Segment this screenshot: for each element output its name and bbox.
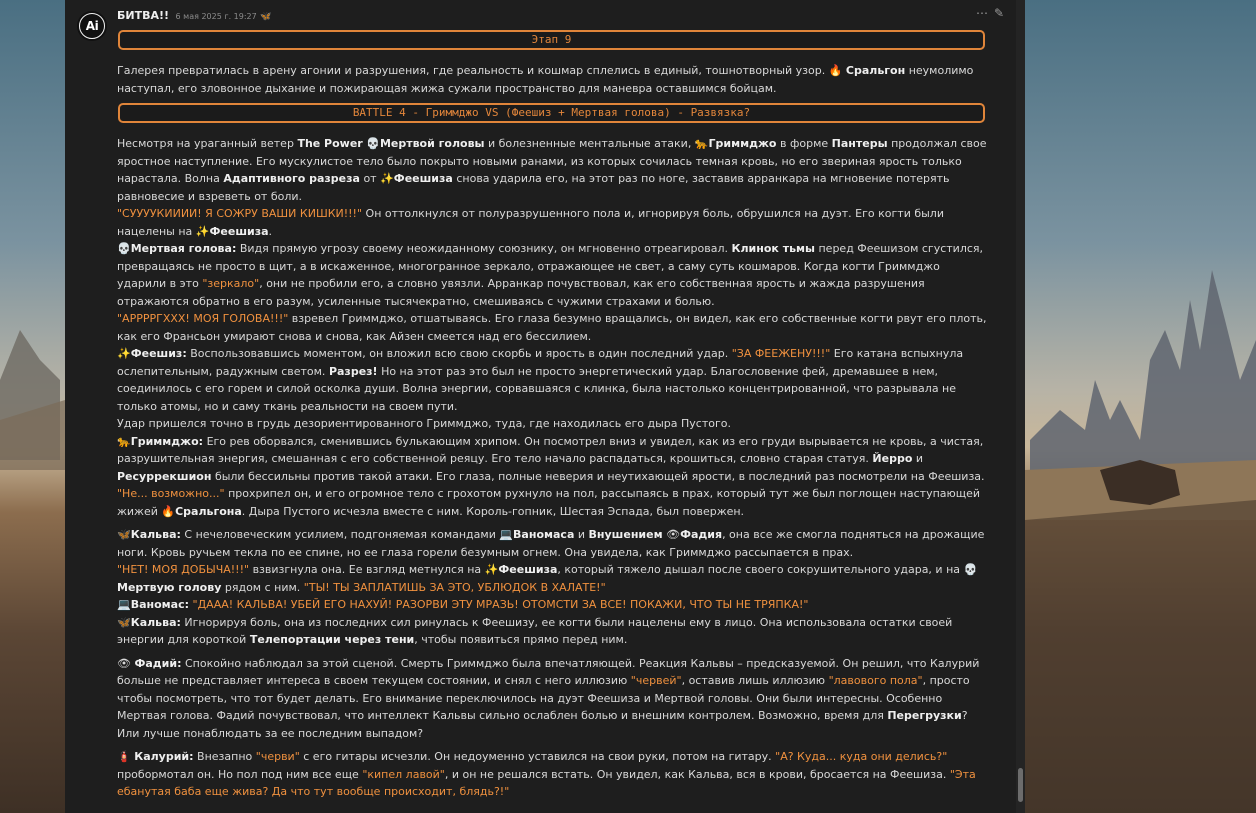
paragraph-grimmjow-fall xyxy=(117,433,987,486)
scrollbar-track[interactable] xyxy=(1016,0,1025,813)
message-body xyxy=(117,135,987,801)
paragraph-grimmjow-advance xyxy=(117,135,987,205)
text-run: рядом с ним. xyxy=(224,580,301,594)
text-run: Но на этот раз это был не просто энергетический удар. Благословение фей, дремавшее в нем, соединилось с его горем и силой осколка души. Волна энергии, сорвавшаяся с клинка, была настолько концентрированной, что разрывала не только атомы, но и саму ткань реальности на своем пути. xyxy=(117,364,957,413)
text-run: , просто чтобы посмотреть, что тот будет делать. Его внимание переключилось на дуэт Феешиза и Мертвой головы. Они были интересны. Особенно Мертвая голова. Фадий почувствовал, что интеллект Кальвы сильно ослаблен болью и внешним контролем. Возможно, время для xyxy=(117,674,970,722)
text-run: , и он не решался встать. Он увидел, как Кальва, вся в крови, бросается на Феешиза. xyxy=(444,767,947,781)
text-run: 🦋 xyxy=(117,615,131,629)
text-run: Феешиза xyxy=(209,224,269,238)
text-run: Его рев оборвался, сменившись булькающим хрипом. Он посмотрел вниз и увидел, как из его груди вырывается не кровь, а чистая, разрушительная энергия, смешанная с его собственной реяцу. Его тело начало распадаться, крошиться, словно старая статуя. xyxy=(117,434,984,465)
text-run: 👁 xyxy=(117,656,131,670)
text-run: Удар пришелся точно в грудь дезориентированного Гриммджо, туда, где находилась его дыра Пустого. xyxy=(117,417,731,430)
text-run: Внушением xyxy=(588,528,663,541)
text-run: Ресуррекшион xyxy=(117,469,212,483)
text-run: "НЕТ! МОЯ ДОБЫЧА!!!" xyxy=(117,563,250,576)
text-run: . Дыра Пустого исчезла вместе с ним. Король-гопник, Шестая Эспада, был повержен. xyxy=(241,504,745,518)
text-run: 💀 xyxy=(117,242,131,255)
text-run: "кипел лавой" xyxy=(362,767,445,781)
text-run: Сральгон xyxy=(845,64,906,77)
text-run: Гриммджо xyxy=(708,137,777,150)
text-run: Его катана вспыхнула ослепительным, радужным светом. xyxy=(117,347,964,378)
text-run: Он оттолкнулся от полуразрушенного пола и, игнорируя боль, обрушился на дуэт. Его когти были нацелены на ✨ xyxy=(117,207,944,238)
text-run: "Не... возможно..." xyxy=(117,487,225,500)
text-run: Фадия xyxy=(680,528,723,541)
text-run: Мертвая голова: xyxy=(130,242,237,255)
text-run: , они не пробили его, а словно увязли. Арранкар почувствовал, как его собственная ярость и жажда разрушения отражаются обратно в его разум, усиленные тысячекратно, смешиваясь с чужими страхами и болью. xyxy=(117,277,925,308)
author-name[interactable]: БИТВА!! xyxy=(117,9,170,22)
paragraph-grimmjow-death xyxy=(117,485,987,520)
text-run: в форме xyxy=(780,137,829,150)
text-run: Феешиз: xyxy=(130,347,187,360)
pencil-icon[interactable]: ✎ xyxy=(994,6,1005,20)
text-run: Ваномаса xyxy=(513,528,575,541)
message-timestamp: 6 мая 2025 г. 19:27 xyxy=(175,12,257,21)
text-run: "Эта ебанутая баба еще жива? Да что тут вообще происходит, блядь?!" xyxy=(117,767,976,798)
text-run: , оставив лишь иллюзию xyxy=(681,674,826,687)
ellipsis-icon[interactable]: ⋯ xyxy=(976,6,988,20)
text-run: Йерро xyxy=(872,452,913,465)
text-run: перед Феешизом сгустился, превращаясь не просто в щит, а в искаженное, многогранное зеркало, отражающее не свет, а саму суть кошмаров. Когда когти Гриммджо ударили в это xyxy=(117,242,984,290)
paragraph-grimmjow-roar xyxy=(117,310,987,345)
text-run: ? Или лучше понаблюдать за ее последним выпадом? xyxy=(117,709,968,740)
paragraph-kalva-shout xyxy=(117,561,987,596)
paragraph-kaluriy xyxy=(117,748,987,801)
text-run: "СУУУУКИИИИ! Я СОЖРУ ВАШИ КИШКИ!!!" xyxy=(117,207,363,220)
text-run: и болезненные ментальные атаки, 🐆 xyxy=(487,137,709,150)
text-run: 👁 xyxy=(666,528,681,541)
text-run: Адаптивного разреза xyxy=(223,172,360,185)
paragraph-kalva-rise xyxy=(117,526,987,561)
text-run: Внезапно xyxy=(197,750,253,763)
text-run: Кальва: xyxy=(130,615,181,629)
text-run: взревел Гриммджо, отшатываясь. Его глаза безумно вращались, он видел, как его собственные когти рвут его плоть, как его Франсьон умирают снова и снова, как Айзен смеется над его бессилием. xyxy=(117,312,987,343)
text-run: снова ударила его, на этот раз по ноге, заставив арранкара на мгновение потерять равновесие и взреветь от боли. xyxy=(117,172,950,203)
text-run: Игнорируя боль, она из последних сил ринулась к Феешизу, ее когти были нацелены ему в лицо. Она использовала остатки своей энергии для короткой xyxy=(117,615,953,646)
text-run: и xyxy=(915,452,924,465)
text-run: Разрез! xyxy=(328,364,378,378)
text-run: Видя прямую угрозу своему неожиданному союзнику, он мгновенно отреагировал. xyxy=(239,242,728,255)
text-run: С нечеловеческим усилием, подгоняемая командами 💻 xyxy=(184,528,514,541)
text-run: Ваномас: xyxy=(130,598,190,611)
text-run: взвизгнула она. Ее взгляд метнулся на ✨ xyxy=(252,563,499,576)
text-run: были бессильны против такой атаки. Его глаза, полные неверия и неутихающей ярости, в последний раз посмотрели на Феешиза. xyxy=(214,469,985,483)
text-run: "А? Куда... куда они делись?" xyxy=(775,750,948,763)
paragraph-feeshiz xyxy=(117,345,987,415)
paragraph-grimmjow-shout xyxy=(117,205,987,240)
paragraph-kalva-attack xyxy=(117,614,987,649)
text-run: "ДААА! КАЛЬВА! УБЕЙ ЕГО НАХУЙ! РАЗОРВИ ЭТУ МРАЗЬ! ОТОМСТИ ЗА ВСЕ! ПОКАЖИ, ЧТО ТЫ НЕ ТРЯПКА!" xyxy=(192,598,809,611)
text-run: неумолимо наступал, его зловонное дыхание и пожирающая жижа сужали пространство для маневра оставшимся бойцам. xyxy=(117,64,974,95)
text-run: 💻 xyxy=(117,598,131,611)
message-actions xyxy=(976,6,1010,20)
text-run: и xyxy=(577,528,586,541)
text-run: "АРРРРГХХХ! МОЯ ГОЛОВА!!!" xyxy=(117,312,289,325)
text-run: Несмотря на ураганный ветер xyxy=(117,137,294,150)
text-run: "ТЫ! ТЫ ЗАПЛАТИШЬ ЗА ЭТО, УБЛЮДОК В ХАЛАТЕ!" xyxy=(303,580,606,594)
text-run: , который тяжело дышал после своего сокрушительного удара, и на 💀 xyxy=(557,563,978,576)
text-run: ✨ xyxy=(117,347,131,360)
text-run: Пантеры xyxy=(831,137,888,150)
text-run: Клинок тьмы xyxy=(731,242,815,255)
text-run: "ЗА ФЕЕЖЕНУ!!!" xyxy=(731,347,831,360)
text-run: Феешиза xyxy=(498,563,558,576)
text-run: Калурий: xyxy=(134,750,194,763)
text-run: , чтобы появиться прямо перед ним. xyxy=(414,633,628,646)
avatar[interactable] xyxy=(77,11,107,41)
text-run: The Power xyxy=(297,137,363,150)
text-run: Мертвую голову xyxy=(117,580,222,594)
text-run: Сральгона xyxy=(175,504,242,518)
paragraph-dead-head xyxy=(117,240,987,310)
text-run: 🦋 xyxy=(117,528,131,541)
text-run: Гриммджо: xyxy=(130,434,204,448)
paragraph-fadiy xyxy=(117,655,987,743)
scrollbar-thumb[interactable] xyxy=(1018,768,1023,802)
message-header xyxy=(117,9,271,22)
text-run: 🧯 xyxy=(117,750,131,763)
text-run: Воспользовавшись моментом, он вложил всю свою скорбь и ярость в один последний удар. xyxy=(190,347,729,360)
text-run: , она все же смогла подняться на дрожащие ноги. Кровь ручьем текла по ее спине, но ее глаза горели безумным огнем. Она увидела, как Гриммджо рассыпается в прах. xyxy=(117,528,985,559)
paragraph-intro xyxy=(117,62,987,97)
text-run: пробормотал он. Но пол под ним все еще xyxy=(117,767,359,781)
text-run: "зеркало" xyxy=(202,277,260,290)
text-run: 🐆 xyxy=(117,434,131,448)
text-run: с его гитары исчезли. Он недоуменно уставился на свои руки, потом на гитару. xyxy=(303,750,772,763)
text-run: 💀 xyxy=(366,137,380,150)
text-run: Галерея превратилась в арену агонии и разрушения, где реальность и кошмар сплелись в единый, тошнотворный узор. 🔥 xyxy=(117,64,843,77)
text-run: Спокойно наблюдал за этой сценой. Смерть Гриммджо была впечатляющей. Реакция Кальвы – предсказуемой. Он решил, что Калурий больше не представляет интереса в своем текущем состоянии, и снял с него иллюзию xyxy=(117,656,980,687)
stage-banner: Этап 9 xyxy=(118,30,985,50)
avatar-text: Ai xyxy=(80,14,104,38)
text-run: прохрипел он, и его огромное тело с грохотом рухнуло на пол, рассыпаясь в прах, который тут же был поглощен наступающей жижей 🔥 xyxy=(117,487,981,518)
text-run: Мертвой головы xyxy=(379,137,485,150)
text-run: "лавового пола" xyxy=(828,674,923,687)
text-run: от ✨ xyxy=(363,172,394,185)
text-run: продолжал свое яростное наступление. Его мускулистое тело было покрыто новыми ранами, из которых сочилась темная кровь, но его звериная ярость только нарастала. Волна xyxy=(117,137,987,185)
text-run: "червей" xyxy=(630,674,682,687)
text-run: "черви" xyxy=(255,750,300,763)
text-run: Кальва: xyxy=(130,528,181,541)
text-run: Перегрузки xyxy=(887,709,962,722)
text-run: Феешиза xyxy=(393,172,453,185)
paragraph-strike xyxy=(117,415,987,433)
text-run: . xyxy=(268,224,273,238)
text-run: Фадий: xyxy=(134,656,182,670)
paragraph-vanomas xyxy=(117,596,987,614)
text-run: Телепортации через тени xyxy=(249,633,415,646)
battle-banner: BATTLE 4 - Гриммджо VS (Феешиз + Мертвая голова) - Развязка? xyxy=(118,103,985,123)
butterfly-icon: 🦋 xyxy=(260,12,272,22)
